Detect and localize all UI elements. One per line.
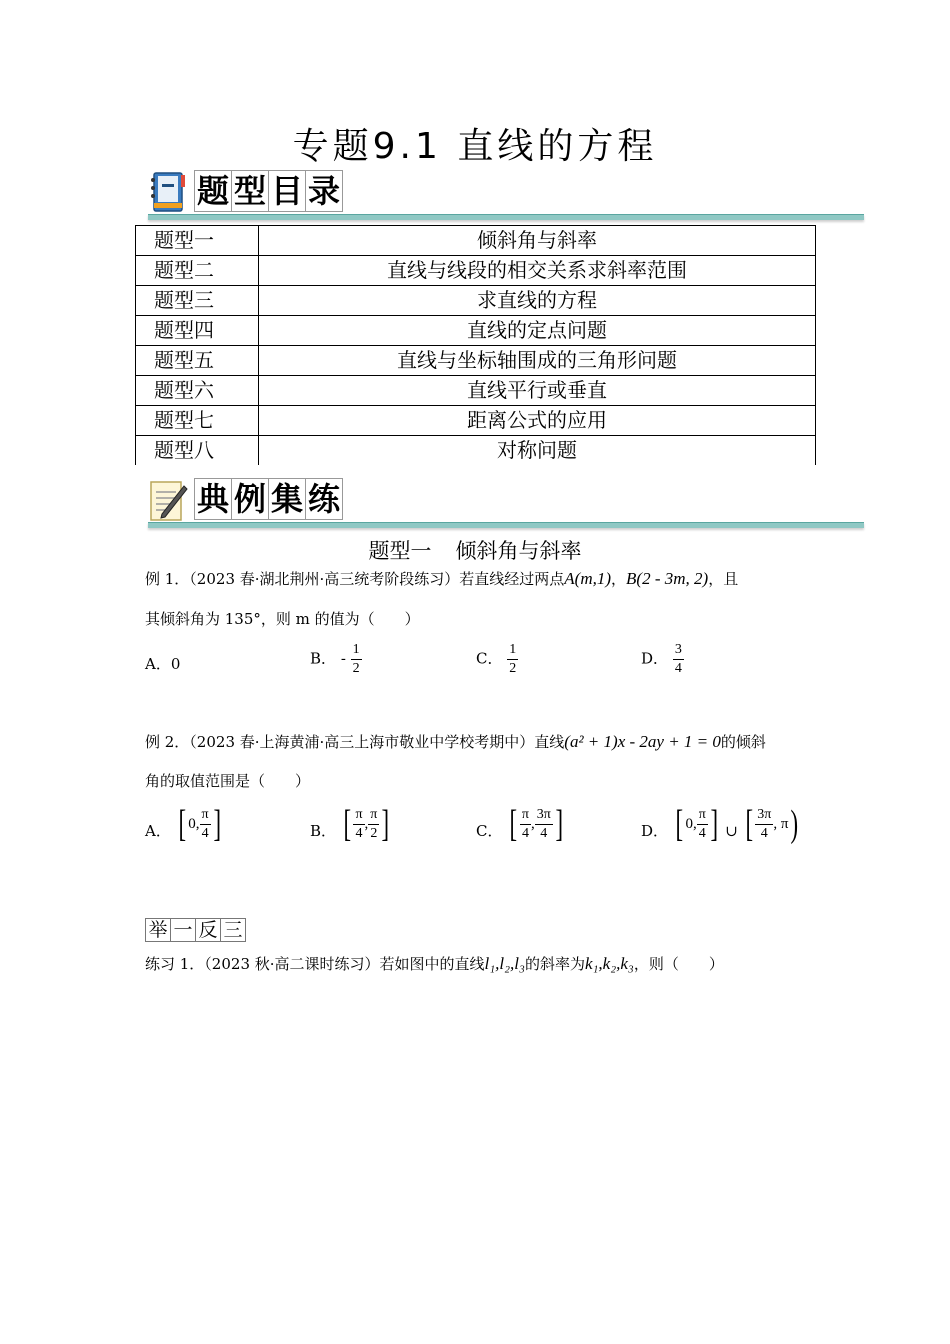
toc-key: 题型三: [136, 286, 259, 316]
numerator: 3π: [755, 806, 773, 825]
toc-row: [136, 316, 816, 346]
ex1-option-d: [641, 641, 684, 678]
practice-char: 反: [195, 918, 221, 942]
practice-char: 一: [170, 918, 196, 942]
denominator: 2: [352, 661, 360, 676]
denominator: 4: [760, 825, 768, 841]
numerator: π: [368, 806, 379, 825]
ex1-option-a: A．0: [145, 655, 181, 673]
example-2-line-2: 角的取值范围是（ ）: [145, 772, 311, 790]
banner-toc-text: [194, 170, 342, 212]
numerator: 1: [507, 641, 518, 660]
fraction: [507, 641, 518, 678]
ex2-option-c: [476, 804, 565, 844]
practice-1-tail: ，则（ ）: [633, 955, 724, 973]
example-1-stem: 例 1．（2023 春·湖北荆州·高三统考阶段练习）若直线经过两点: [145, 570, 565, 588]
fraction: [200, 806, 211, 843]
example-1-tail: ，且: [708, 570, 739, 588]
numerator: π: [697, 806, 708, 825]
page-title: 专题9.1 直线的方程: [292, 126, 658, 167]
option-label: C．: [476, 649, 503, 668]
minus-sign: -: [340, 649, 346, 668]
option-label: B．: [310, 822, 337, 840]
interval: [ $\frac{\pi}{4}$ , $\frac{\pi}{2}$ ]: [343, 803, 390, 845]
denominator: 4: [355, 825, 363, 841]
toc-key: 题型二: [136, 256, 259, 286]
pen-paper-icon: [148, 478, 188, 522]
ex1-option-b: [310, 641, 362, 678]
numerator: π: [353, 806, 364, 825]
banner-char: 题: [194, 170, 232, 212]
toc-row: [136, 256, 816, 286]
toc-value: 直线与线段的相交关系求斜率范围: [259, 256, 816, 286]
practice-banner: [145, 918, 245, 942]
toc-row: [136, 436, 816, 466]
ex2-option-b: [310, 804, 392, 844]
denominator: 4: [698, 825, 706, 841]
union-symbol: ∪: [725, 822, 738, 840]
numerator: 3: [673, 641, 684, 660]
slope-names: k₁,k₂,k₃: [584, 954, 634, 973]
interval-start: 0,: [685, 815, 697, 832]
toc-row: [136, 286, 816, 316]
toc-value: 距离公式的应用: [259, 406, 816, 436]
toc-value: 直线与坐标轴围成的三角形问题: [259, 346, 816, 376]
fraction: [697, 806, 708, 843]
example-2-tail: 的倾斜: [720, 733, 766, 751]
toc-key: 题型四: [136, 316, 259, 346]
section-label: 题型一: [368, 539, 432, 563]
practice-char: 举: [145, 918, 171, 942]
fraction: [520, 806, 531, 843]
interval: [ 0, $\frac{\pi}{4}$ ]: [675, 803, 718, 845]
option-label: D．: [641, 822, 669, 840]
option-label: C．: [476, 822, 503, 840]
option-label: A．: [145, 822, 171, 840]
ex2-option-d: [641, 804, 801, 844]
toc-row: [136, 226, 816, 256]
practice-1-mid: 的斜率为: [524, 955, 585, 973]
line-names: l₁,l₂,l₃: [484, 954, 525, 973]
example-1-line-1: [145, 568, 738, 589]
toc-key: 题型五: [136, 346, 259, 376]
denominator: 2: [509, 661, 517, 676]
numerator: π: [200, 806, 211, 825]
option-label: D．: [641, 649, 669, 668]
ex2-option-a: [145, 804, 223, 844]
toc-key: 题型一: [136, 226, 259, 256]
fraction: [368, 806, 379, 843]
toc-value: 直线的定点问题: [259, 316, 816, 346]
banner-rule: [148, 214, 864, 220]
interval-start: 0,: [188, 815, 200, 832]
point-b: B(2 - 3m, 2): [626, 569, 709, 588]
banner-char: 录: [305, 170, 343, 212]
toc-row: [136, 346, 816, 376]
denominator: 4: [201, 825, 209, 841]
denominator: 4: [674, 661, 682, 676]
practice-1-stem: 练习 1．（2023 秋·高二课时练习）若如图中的直线: [145, 955, 485, 973]
banner-char: 典: [194, 478, 232, 520]
banner-char: 目: [268, 170, 306, 212]
toc-key: 题型八: [136, 436, 259, 466]
toc-value: 求直线的方程: [259, 286, 816, 316]
toc-key: 题型七: [136, 406, 259, 436]
ex1-option-c: [476, 641, 518, 678]
example-2-stem: 例 2．（2023 春·上海黄浦·高三上海市敬业中学校考期中）直线: [145, 733, 565, 751]
denominator: 4: [521, 825, 529, 841]
toc-row: [136, 406, 816, 436]
interval-end: , π: [773, 815, 789, 832]
fraction: [351, 641, 362, 678]
toc-table: [135, 225, 816, 465]
numerator: 1: [351, 641, 362, 660]
toc-value: 倾斜角与斜率: [259, 226, 816, 256]
banner-examples-text: [194, 478, 342, 520]
practice-1: [145, 953, 724, 974]
separator: ，: [611, 570, 627, 588]
denominator: 4: [540, 825, 548, 841]
interval: [ $\frac{\pi}{4}$ , $\frac{3\pi}{4}$ ]: [509, 803, 563, 845]
banner-rule: [148, 522, 864, 528]
interval: [ 0, $\frac{\pi}{4}$ ]: [178, 803, 221, 845]
line-equation: (a² + 1)x - 2ay + 1 = 0: [564, 732, 721, 751]
interval: [ $\frac{3\pi}{4}$ , π ): [745, 803, 799, 845]
toc-row: [136, 376, 816, 406]
fraction: [535, 806, 553, 843]
option-label: B．: [310, 649, 337, 668]
example-1-line-2: 其倾斜角为 135°，则 m 的值为（ ）: [145, 610, 420, 628]
numerator: π: [520, 806, 531, 825]
notebook-icon: [148, 170, 188, 214]
toc-value: 对称问题: [259, 436, 816, 466]
numerator: 3π: [535, 806, 553, 825]
banner-char: 型: [231, 170, 269, 212]
toc-value: 直线平行或垂直: [259, 376, 816, 406]
toc-key: 题型六: [136, 376, 259, 406]
example-2-line-1: [145, 731, 766, 752]
banner-char: 例: [231, 478, 269, 520]
section-name: 倾斜角与斜率: [455, 539, 582, 563]
fraction: [353, 806, 364, 843]
fraction: [673, 641, 684, 678]
practice-char: 三: [220, 918, 246, 942]
fraction: [755, 806, 773, 843]
point-a: A(m,1): [564, 569, 612, 588]
section-heading: [0, 535, 950, 565]
banner-char: 集: [268, 478, 306, 520]
denominator: 2: [370, 825, 378, 841]
banner-char: 练: [305, 478, 343, 520]
